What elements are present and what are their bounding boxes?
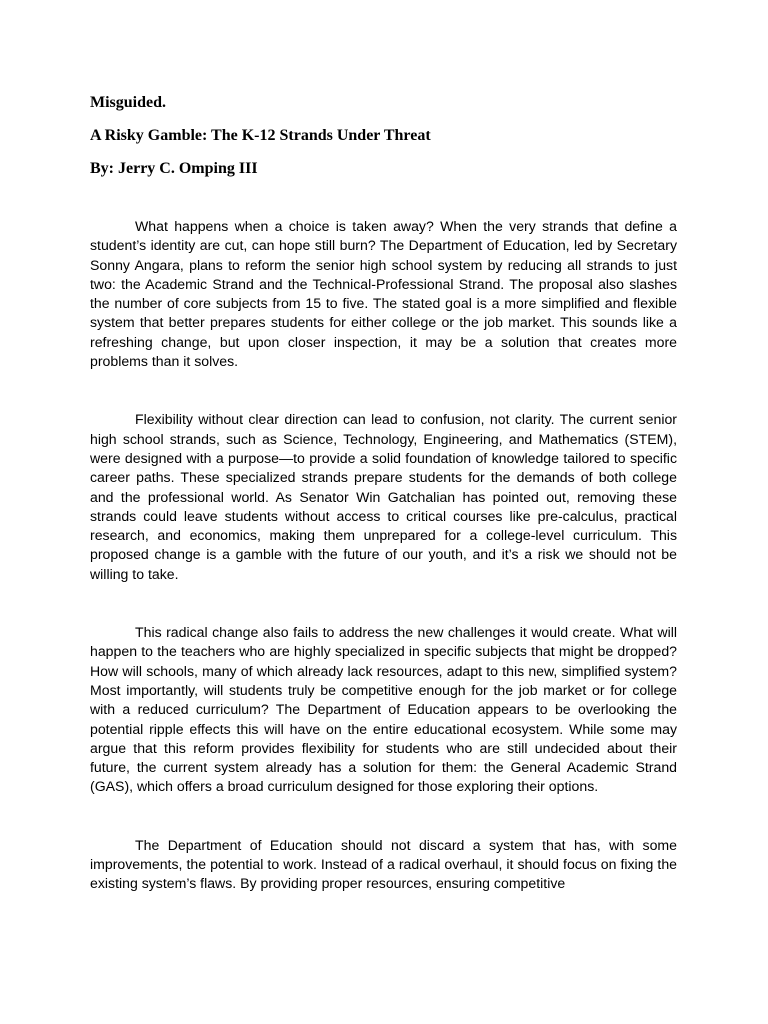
article-byline: By: Jerry C. Omping III	[90, 160, 258, 177]
article-title: A Risky Gamble: The K-12 Strands Under Threat	[90, 127, 431, 144]
document-content	[90, 92, 677, 933]
body-paragraph: This radical change also fails to address the new challenges it would create. What will happen to the teachers who are highly specialized in specific subjects that might be dropped? How will schools, many of which already lack resources, adapt to this new, simplified system? Most importantly, will students truly be competitive enough for the job market or for college with a reduced curriculum? The Department of Education appears to be overlooking the potential ripple effects this will have on the entire educational ecosystem. While some may argue that this reform provides flexibility for students who are still undecided about their future, the current system already has a solution for them: the General Academic Strand (GAS), which offers a broad curriculum designed for those exploring their options.	[90, 624, 677, 795]
body-paragraph: What happens when a choice is taken away? When the very strands that define a student’s identity are cut, can hope still burn? The Department of Education, led by Secretary Sonny Angara, plans to reform the senior high school system by reducing all strands to just two: the Academic Strand and the Technical-Professional Strand. The proposal also slashes the number of core subjects from 15 to five. The stated goal is a more simplified and flexible system that better prepares students for either college or the job market. This sounds like a refreshing change, but upon closer inspection, it may be a solution that creates more problems than it solves.	[90, 218, 677, 370]
article-body	[90, 217, 677, 894]
body-paragraph: Flexibility without clear direction can lead to confusion, not clarity. The current senior high school strands, such as Science, Technology, Engineering, and Mathematics (STEM), were designed with a purpose—to provide a solid foundation of knowledge tailored to specific career paths. These specialized strands prepare students for the demands of both college and the professional world. As Senator Win Gatchalian has pointed out, removing these strands could leave students without access to critical courses like pre-calculus, practical research, and economics, making them unprepared for a college-level curriculum. This proposed change is a gamble with the future of our youth, and it’s a risk we should not be willing to take.	[90, 411, 677, 582]
article-kicker: Misguided.	[90, 94, 167, 111]
body-paragraph: The Department of Education should not discard a system that has, with some improvements, the potential to work. Instead of a radical overhaul, it should focus on fixing the existing system’s flaws. By providing proper resources, ensuring competitive	[90, 836, 677, 892]
